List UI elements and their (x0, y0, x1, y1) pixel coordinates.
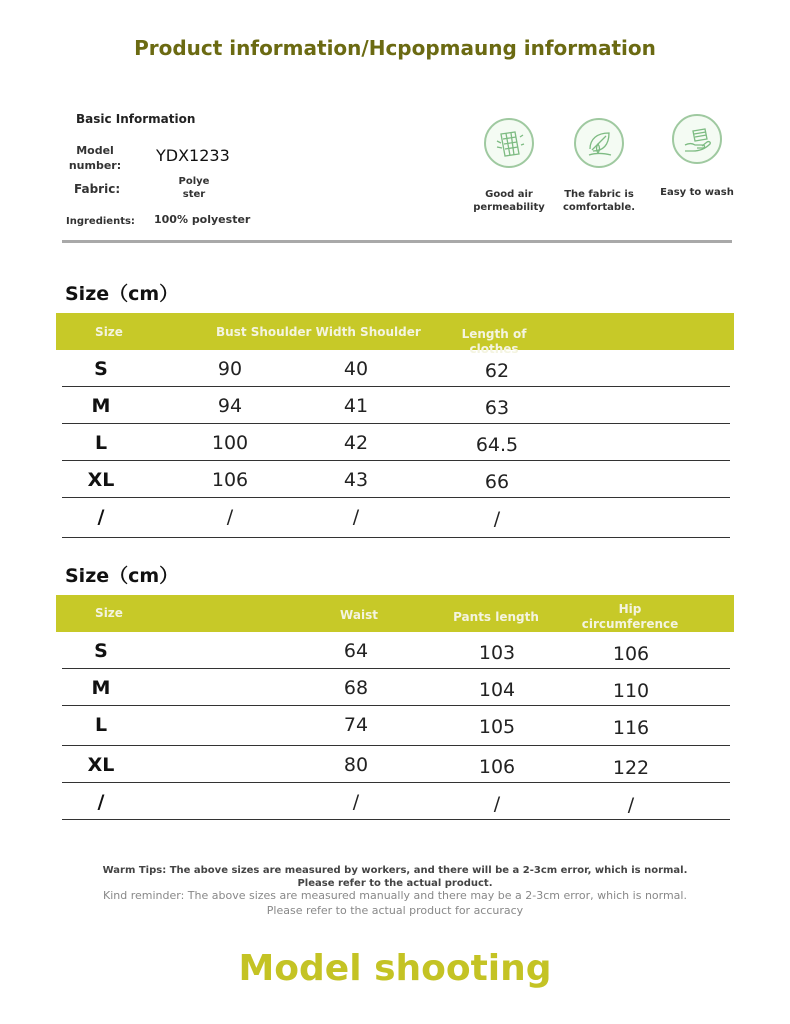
fabric-value: Polye ster (178, 176, 210, 200)
warm-tips: Warm Tips: The above sizes are measured by workers, and there will be a 2-3cm error, which is normal. Please refer to the actual product. (102, 865, 688, 889)
hip-cell: / (627, 794, 635, 816)
bust-cell: / (226, 506, 234, 528)
header-bust-shoulder: Bust Shoulder Width Shoulder (216, 325, 421, 339)
feature-air-permeability (464, 118, 554, 214)
size-cell: XL (87, 754, 115, 776)
table-row (62, 461, 730, 498)
model-number-label: Model number: (68, 144, 122, 172)
size-cell: / (97, 791, 105, 813)
size-cell: / (97, 506, 105, 528)
shoulder-cell: 41 (343, 395, 369, 417)
shoulder-cell: 43 (343, 469, 369, 491)
hand-wash-icon (672, 114, 722, 164)
table-row (62, 783, 730, 820)
header-length: Length of clothes (461, 327, 527, 356)
waist-cell: 68 (343, 677, 369, 699)
pants-length-cell: 105 (478, 716, 516, 738)
length-cell: 63 (484, 397, 510, 419)
length-cell: / (493, 508, 501, 530)
bottom-table-header (56, 595, 734, 632)
pants-length-cell: 106 (478, 756, 516, 778)
hip-cell: 110 (612, 680, 650, 702)
pants-length-cell: / (493, 793, 501, 815)
hip-cell: 106 (612, 643, 650, 665)
length-cell: 64.5 (475, 434, 519, 456)
waist-cell: 80 (343, 754, 369, 776)
bust-cell: 94 (217, 395, 243, 417)
feature-easy-wash (652, 114, 742, 199)
pants-length-cell: 104 (478, 679, 516, 701)
size-cell: S (94, 640, 108, 662)
table-row (62, 746, 730, 783)
shoulder-cell: 40 (343, 358, 369, 380)
feature-label: Good air permeability (473, 189, 545, 213)
header-size: Size (95, 325, 123, 339)
shoulder-cell: / (352, 506, 360, 528)
size-cell: XL (87, 469, 115, 491)
bust-cell: 90 (217, 358, 243, 380)
pants-length-cell: 103 (478, 642, 516, 664)
waist-cell: 74 (343, 714, 369, 736)
table-row (62, 632, 730, 669)
ingredients-label: Ingredients: (66, 216, 135, 227)
model-number-value: YDX1233 (156, 146, 230, 165)
table-row (62, 350, 730, 387)
section-divider (62, 240, 732, 243)
table-row (62, 706, 730, 746)
size-heading-bottom: Size（cm） (65, 565, 179, 587)
length-cell: 62 (484, 360, 510, 382)
fabric-swatch-icon (484, 118, 534, 168)
ingredients-value: 100% polyester (154, 213, 251, 226)
size-cell: M (91, 395, 111, 417)
leaf-comfort-icon (574, 118, 624, 168)
fabric-label: Fabric: (74, 182, 121, 196)
kind-reminder: Kind reminder: The above sizes are measured manually and there may be a 2-3cm error, which is normal. Please refer to the actual product for accuracy (103, 889, 687, 917)
waist-cell: / (352, 791, 360, 813)
header-pants-length: Pants length (453, 610, 539, 624)
header-waist: Waist (340, 608, 378, 622)
model-shooting-title: Model shooting (238, 948, 552, 989)
table-row (62, 424, 730, 461)
size-heading-top: Size（cm） (65, 283, 179, 305)
size-cell: M (91, 677, 111, 699)
hip-cell: 116 (612, 717, 650, 739)
feature-comfortable (554, 118, 644, 214)
table-row (62, 498, 730, 538)
feature-label: Easy to wash (660, 187, 734, 198)
bust-cell: 106 (211, 469, 249, 491)
header-size: Size (95, 606, 123, 620)
bust-cell: 100 (211, 432, 249, 454)
top-table-header (56, 313, 734, 356)
hip-cell: 122 (612, 757, 650, 779)
table-row (62, 387, 730, 424)
length-cell: 66 (484, 471, 510, 493)
feature-label: The fabric is comfortable. (562, 189, 636, 213)
header-hip: Hip circumference (581, 602, 679, 631)
page-title: Product information/Hcpopmaung information (134, 36, 656, 60)
size-cell: S (94, 358, 108, 380)
basic-info-heading: Basic Information (76, 112, 196, 126)
size-cell: L (94, 714, 108, 736)
table-row (62, 669, 730, 706)
shoulder-cell: 42 (343, 432, 369, 454)
waist-cell: 64 (343, 640, 369, 662)
size-cell: L (94, 432, 108, 454)
